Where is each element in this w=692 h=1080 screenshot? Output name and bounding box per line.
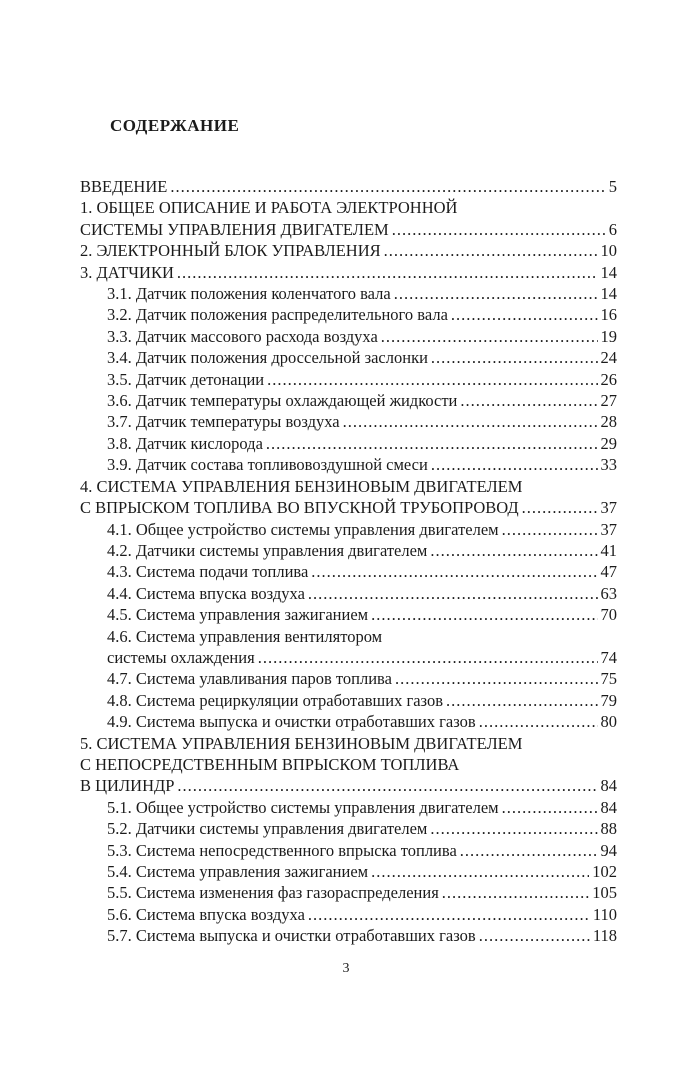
toc-page-number: 105 [592,883,617,903]
toc-entry-title: 4.3. Система подачи топлива [107,562,309,582]
toc-line [80,197,617,218]
toc-entry-title: 4.2. Датчики системы управления двигателем [107,540,428,560]
toc-entry [80,197,617,240]
toc-line [107,561,617,582]
dot-leader [431,454,598,475]
toc-entry-title: 5.5. Система изменения фаз газораспределения [107,883,439,903]
toc-page-number: 75 [600,669,617,689]
toc-line [80,262,617,283]
toc-line [107,583,617,604]
dot-leader [446,690,597,711]
toc-entry [80,433,617,454]
toc-line [107,818,617,839]
toc-line [107,797,617,818]
dot-leader [395,668,598,689]
dot-leader [170,176,605,197]
toc-entry [80,454,617,475]
dot-leader [371,861,589,882]
toc-line [80,775,617,796]
toc-line [107,326,617,347]
toc-line [80,219,617,240]
toc-entry-title: 3.3. Датчик массового расхода воздуха [107,326,378,346]
toc-entry-title: 4.9. Система выпуска и очистки отработавших газов [107,712,476,732]
toc-line [107,882,617,903]
toc-entry [80,840,617,861]
dot-leader [258,647,598,668]
toc-entry-title: 3.6. Датчик температуры охлаждающей жидкости [107,391,458,411]
toc-line [107,861,617,882]
toc-line [107,668,617,689]
toc-line [107,454,617,475]
toc-entry [80,304,617,325]
toc-entry-title: 5.1. Общее устройство системы управления двигателем [107,797,499,817]
toc-line [107,647,617,668]
toc-page-number: 37 [600,519,617,539]
toc-page-number: 27 [600,391,617,411]
toc-entry [80,733,617,797]
toc-entry-title: 3.4. Датчик положения дроссельной заслонки [107,348,428,368]
toc-entry [80,861,617,882]
dot-leader [502,797,598,818]
toc-page-number: 80 [600,712,617,732]
toc-page-number: 110 [592,904,617,924]
toc-entry [80,925,617,946]
toc-entry [80,668,617,689]
dot-leader [430,540,597,561]
toc-line [107,519,617,540]
dot-leader [384,240,598,261]
toc-entry [80,904,617,925]
toc-entry-title: 4.4. Система впуска воздуха [107,583,305,603]
toc-entry-title: 5. СИСТЕМА УПРАВЛЕНИЯ БЕНЗИНОВЫМ ДВИГАТЕЛЕМ [80,733,523,753]
dot-leader [442,882,589,903]
toc-entry-title: С ВПРЫСКОМ ТОПЛИВА ВО ВПУСКНОЙ ТРУБОПРОВОД [80,498,519,518]
page-content [80,116,617,947]
dot-leader [431,347,598,368]
toc-entry-title: СИСТЕМЫ УПРАВЛЕНИЯ ДВИГАТЕЛЕМ [80,219,389,239]
toc-page-number: 5 [608,177,617,196]
toc-page-number: 28 [600,412,617,432]
toc-line [107,304,617,325]
toc-line [107,925,617,946]
toc-entry-title: 5.3. Система непосредственного впрыска топлива [107,840,457,860]
toc-page-number: 47 [600,562,617,582]
dot-leader [430,818,597,839]
toc-entry-title: 3.9. Датчик состава топливовоздушной смеси [107,455,428,475]
toc-entry [80,583,617,604]
toc-entry-title: 3.2. Датчик положения распределительного вала [107,305,448,325]
toc-entry-title: 5.7. Система выпуска и очистки отработавших газов [107,926,476,946]
toc-line [80,497,617,518]
toc-page-number: 26 [600,369,617,389]
dot-leader [177,262,598,283]
toc-line [107,347,617,368]
page-title: СОДЕРЖАНИЕ [110,116,240,135]
toc-line [80,240,617,261]
toc-line [80,176,617,197]
dot-leader [266,433,598,454]
dot-leader [308,904,590,925]
toc-entry-title: 4.5. Система управления зажиганием [107,605,369,625]
toc-entry [80,690,617,711]
toc-entry-title: В ЦИЛИНДР [80,776,175,796]
toc-entry-title: 3. ДАТЧИКИ [80,262,174,282]
toc-page-number: 33 [600,455,617,475]
toc-entry-title: 4.7. Система улавливания паров топлива [107,669,392,689]
page-number: 3 [342,961,350,976]
toc-line [107,369,617,390]
toc-page-number: 70 [600,605,617,625]
toc-line [107,904,617,925]
toc-entry [80,561,617,582]
toc-page-number: 14 [600,262,617,282]
toc-line [80,754,617,775]
dot-leader [308,583,598,604]
toc-line [107,604,617,625]
toc-line [107,540,617,561]
toc-entry-title: 3.7. Датчик температуры воздуха [107,412,340,432]
toc-page-number: 74 [600,647,617,667]
toc-line [107,840,617,861]
toc-entry [80,411,617,432]
toc-entry [80,262,617,283]
toc-entry-title: ВВЕДЕНИЕ [80,177,168,196]
dot-leader [267,369,597,390]
dot-leader [381,326,598,347]
toc-page-number: 84 [600,797,617,817]
toc-page-number: 41 [600,540,617,560]
toc-line [107,411,617,432]
toc-page-number: 63 [600,583,617,603]
toc-entry-title: 5.6. Система впуска воздуха [107,904,305,924]
toc-entry [80,818,617,839]
dot-leader [394,283,598,304]
toc-line [107,433,617,454]
toc-entry-title: системы охлаждения [107,647,255,667]
toc-page-number: 102 [592,862,617,881]
toc-page-number: 10 [600,241,617,261]
toc-entry-title: 1. ОБЩЕЕ ОПИСАНИЕ И РАБОТА ЭЛЕКТРОННОЙ [80,198,458,218]
toc-entry-title: 5.4. Система управления зажиганием [107,862,369,881]
toc-line [107,626,617,647]
toc-page-number: 6 [608,219,617,239]
toc-page-number: 29 [600,433,617,453]
dot-leader [343,411,598,432]
toc-page-number: 14 [600,284,617,304]
toc-entry-title: 3.1. Датчик положения коленчатого вала [107,284,391,304]
toc-entry-title: С НЕПОСРЕДСТВЕННЫМ ВПРЫСКОМ ТОПЛИВА [80,754,460,774]
dot-leader [177,775,597,796]
toc-entry [80,711,617,732]
toc-entry [80,476,617,519]
toc-entry [80,326,617,347]
toc-line [107,711,617,732]
toc-entry-title: 4.6. Система управления вентилятором [107,626,383,646]
dot-leader [479,925,590,946]
dot-leader [371,604,597,625]
toc-entry [80,240,617,261]
dot-leader [451,304,598,325]
toc-page-number: 24 [600,348,617,368]
toc-entry [80,882,617,903]
toc-entry-title: 3.8. Датчик кислорода [107,433,263,453]
toc-entry [80,390,617,411]
toc-entry [80,369,617,390]
toc-entry [80,604,617,625]
dot-leader [392,219,606,240]
toc-line [107,690,617,711]
dot-leader [460,390,597,411]
toc-page-number: 37 [600,498,617,518]
dot-leader [502,519,598,540]
toc-entry-title: 4. СИСТЕМА УПРАВЛЕНИЯ БЕНЗИНОВЫМ ДВИГАТЕЛЕМ [80,476,523,496]
toc-entry [80,519,617,540]
toc-line [107,390,617,411]
dot-leader [522,497,598,518]
toc-page-number: 16 [600,305,617,325]
toc-page-number: 19 [600,326,617,346]
toc-entry-title: 2. ЭЛЕКТРОННЫЙ БЛОК УПРАВЛЕНИЯ [80,241,381,261]
toc-entry-title: 3.5. Датчик детонации [107,369,265,389]
toc-entry-title: 5.2. Датчики системы управления двигателем [107,819,428,839]
toc-entry [80,540,617,561]
toc-entry [80,626,617,669]
toc-entry [80,176,617,197]
toc-page-number: 84 [600,776,617,796]
toc-entry [80,283,617,304]
dot-leader [479,711,598,732]
toc-line [80,733,617,754]
toc-page-number: 118 [592,926,617,946]
toc-line [107,283,617,304]
toc-entry-title: 4.8. Система рециркуляции отработавших газов [107,690,444,710]
toc-page-number: 88 [600,819,617,839]
table-of-contents [80,176,617,947]
toc-page-number: 79 [600,690,617,710]
toc-entry [80,797,617,818]
toc-entry-title: 4.1. Общее устройство системы управления двигателем [107,519,499,539]
dot-leader [460,840,598,861]
toc-entry [80,347,617,368]
toc-page-number: 94 [600,840,617,860]
dot-leader [311,561,597,582]
toc-line [80,476,617,497]
